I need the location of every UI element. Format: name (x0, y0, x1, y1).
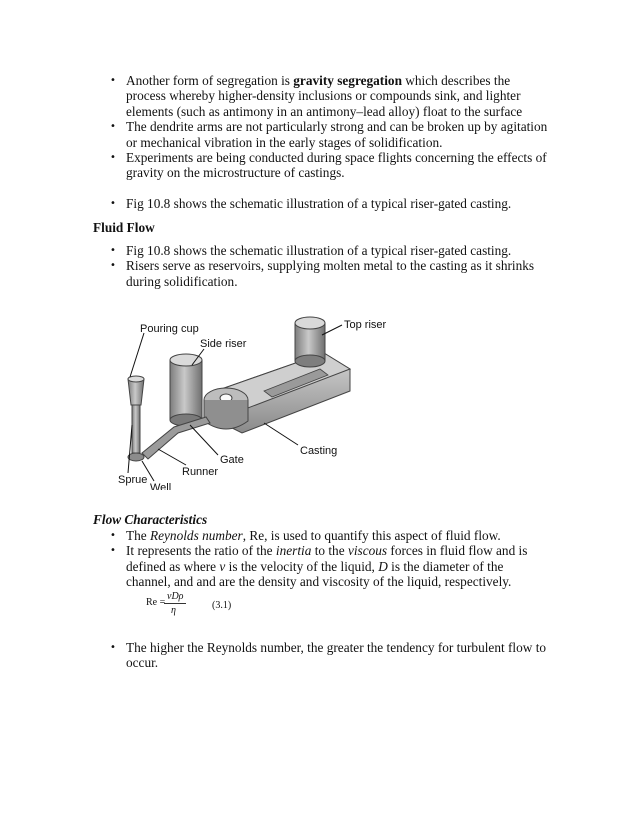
list-item: • Fig 10.8 shows the schematic illustration of a typical riser-gated casting. (0, 196, 550, 211)
fraction-bar (164, 603, 186, 604)
label-side-riser: Side riser (200, 338, 247, 350)
flow-characteristics-section (0, 528, 638, 590)
label-casting: Casting (300, 445, 338, 457)
list-item: • It represents the ratio of the inertia to the viscous forces in fluid flow and is defined as where v is the velocity of the liquid, D is the diameter of the channel, and and are the density and viscosity of the liquid, respectively. (0, 543, 550, 589)
casting-shape (204, 353, 350, 433)
fluid-flow-section (0, 243, 638, 289)
bold-term: gravity segregation (293, 73, 402, 88)
label-sprue: Sprue (118, 474, 148, 486)
segregation-bullet-list (0, 73, 638, 211)
label-runner: Runner (182, 466, 219, 478)
reynolds-formula: Re = vDρ η (146, 592, 226, 628)
list-item: • The dendrite arms are not particularly strong and can be broken up by agitation or mechanical vibration in the early stages of solidification. (0, 119, 550, 150)
segregation-section (0, 73, 638, 211)
flow-characteristics-bullet-list (0, 528, 638, 590)
list-item: • The Reynolds number, Re, is used to quantify this aspect of fluid flow. (0, 528, 550, 543)
reynolds-note-list (0, 640, 638, 671)
list-item: • Another form of segregation is gravity segregation which describes the process whereby higher-density inclusions or compounds sink, and lighter elements (such as antimony in an antimony–lead alloy) float to the surface (0, 73, 550, 119)
label-well: Well (150, 482, 172, 490)
fluid-flow-heading: Fluid Flow (93, 220, 155, 235)
list-item: • The higher the Reynolds number, the greater the tendency for turbulent flow to occur. (0, 640, 550, 671)
flow-characteristics-heading: Flow Characteristics (93, 512, 208, 527)
fluid-flow-bullet-list (0, 243, 638, 289)
reynolds-note-section (0, 640, 638, 671)
top-riser-shape (295, 317, 325, 367)
list-item: • Fig 10.8 shows the schematic illustration of a typical riser-gated casting. (0, 243, 550, 258)
label-pouring-cup: Pouring cup (140, 323, 199, 335)
label-gate: Gate (220, 454, 244, 466)
list-item: • Risers serve as reservoirs, supplying molten metal to the casting as it shrinks during solidification. (0, 258, 550, 289)
equation-number: (3.1) (212, 600, 232, 611)
side-riser-shape (170, 354, 202, 426)
label-top-riser: Top riser (344, 319, 386, 331)
riser-gated-casting-figure (114, 305, 386, 490)
list-item: • Experiments are being conducted during space flights concerning the effects of gravity on the microstructure of castings. (0, 150, 550, 181)
